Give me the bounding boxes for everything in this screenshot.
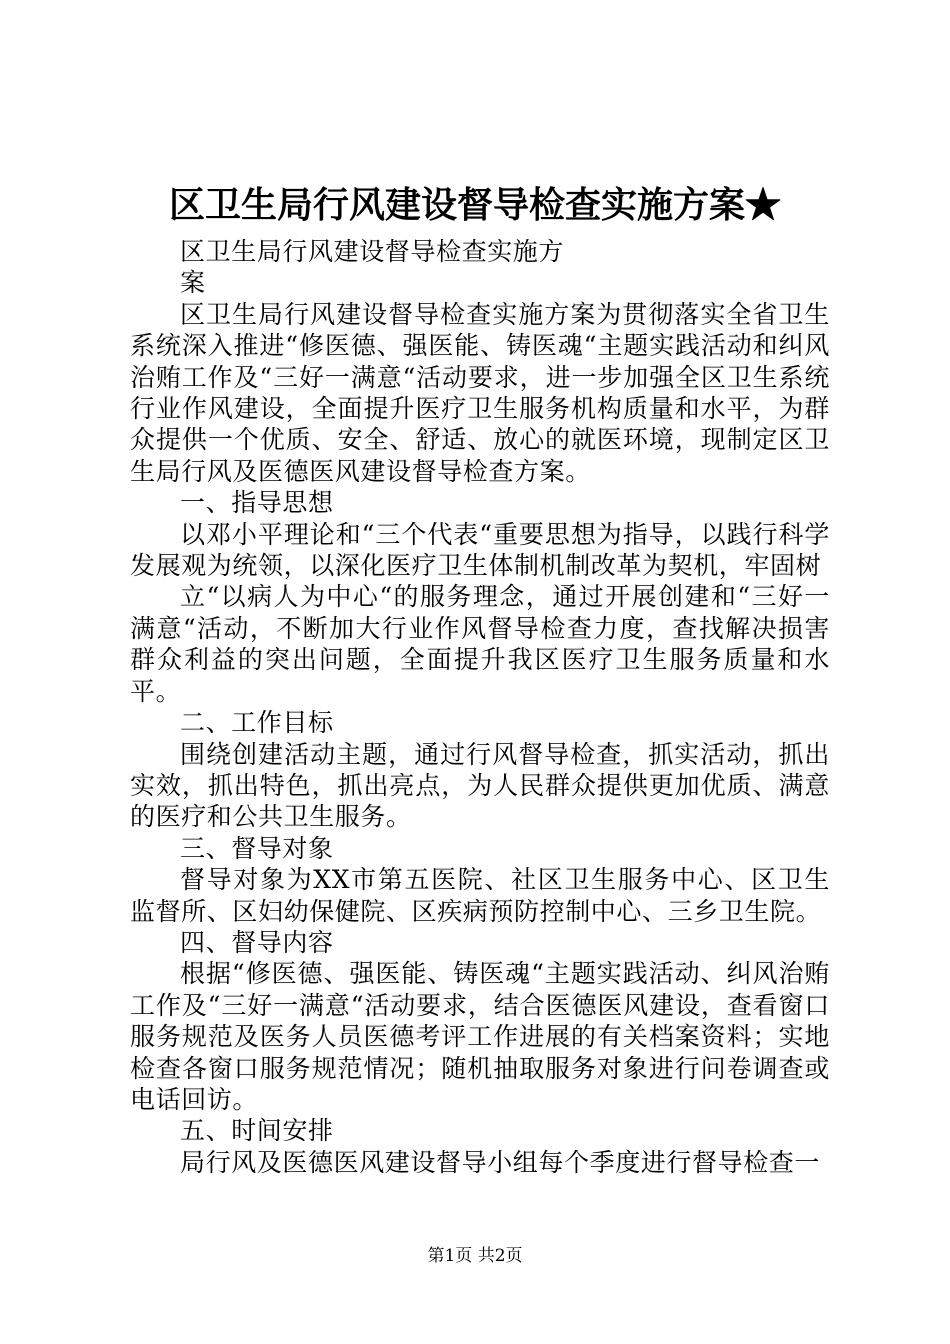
section-paragraph: 督导对象为XX市第五医院、社区卫生服务中心、区卫生监督所、区妇幼保健院、区疾病预防控制中心、三乡卫生院。: [130, 865, 830, 926]
document-subtitle: 区卫生局行风建设督导检查实施方案: [180, 237, 565, 298]
section-heading-work-goals: 二、工作目标: [180, 708, 334, 738]
section-heading-inspection-content: 四、督导内容: [180, 927, 334, 957]
intro-paragraph: 区卫生局行风建设督导检查实施方案为贯彻落实全省卫生系统深入推进“修医德、强医能、铸医魂“主题实践活动和纠风治贿工作及“三好一满意“活动要求，进一步加强全区卫生系统行业作风建设，全面提升医疗卫生服务机构质量和水平，为群众提供一个优质、安全、舒适、放心的就医环境，现制定区卫生局行风及医德医风建设督导检查方案。: [130, 299, 830, 486]
page-number-footer: 第1页 共2页: [427, 1246, 523, 1266]
section-paragraph: 以邓小平理论和“三个代表“重要思想为指导，以践行科学发展观为统领，以深化医疗卫生体制机制改革为契机，牢固树: [130, 519, 830, 581]
section-heading-schedule: 五、时间安排: [180, 1116, 334, 1146]
section-heading-guiding-ideology: 一、指导思想: [180, 488, 334, 518]
section-heading-inspection-targets: 三、督导对象: [180, 833, 334, 863]
document-body: [130, 236, 830, 1178]
document-title: 区卫生局行风建设督导检查实施方案★: [168, 184, 781, 226]
section-paragraph: 围绕创建活动主题，通过行风督导检查，抓实活动，抓出实效，抓出特色，抓出亮点，为人民群众提供更加优质、满意的医疗和公共卫生服务。: [130, 739, 830, 832]
section-paragraph: 根据“修医德、强医能、铸医魂“主题实践活动、纠风治贿工作及“三好一满意“活动要求，结合医德医风建设，查看窗口服务规范及医务人员医德考评工作进展的有关档案资料；实地检查各窗口服务规范情况；随机抽取服务对象进行问卷调查或电话回访。: [130, 959, 830, 1114]
section-paragraph: 局行风及医德医风建设督导小组每个季度进行督导检查一: [180, 1147, 821, 1177]
section-paragraph: 立“以病人为中心“的服务理念，通过开展创建和“三好一满意“活动，不断加大行业作风督导检查力度，查找解决损害群众利益的突出问题，全面提升我区医疗卫生服务质量和水平。: [130, 582, 830, 706]
